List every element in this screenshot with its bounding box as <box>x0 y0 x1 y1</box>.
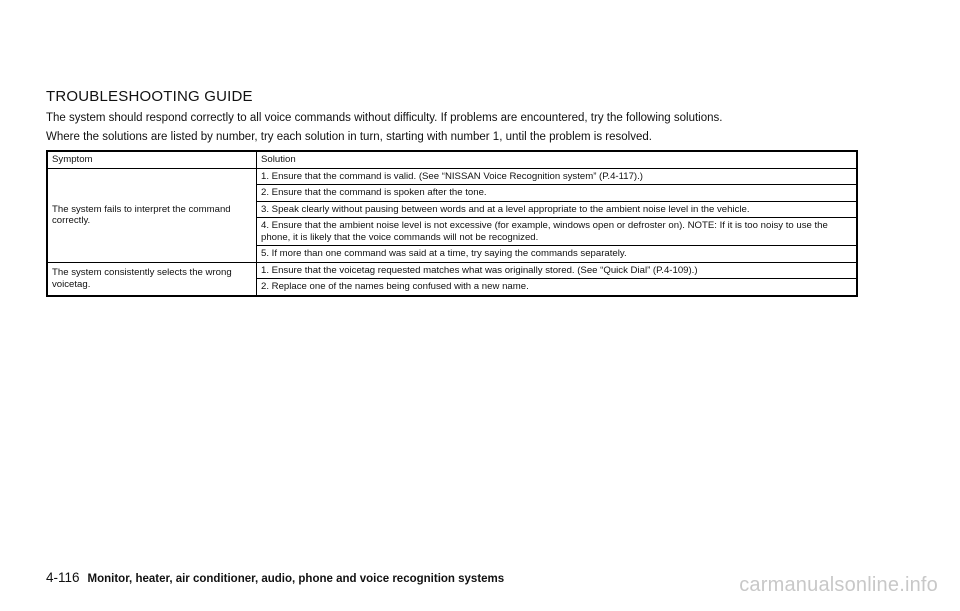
table-row <box>47 262 857 279</box>
header-symptom: Symptom <box>47 151 257 168</box>
page-footer <box>46 570 504 585</box>
solution-cell: 5. If more than one command was said at a time, try saying the commands separately. <box>257 246 858 263</box>
solution-cell: 3. Speak clearly without pausing between words and at a level appropriate to the ambient noise level in the vehicle. <box>257 201 858 218</box>
solution-cell: 4. Ensure that the ambient noise level is not excessive (for example, windows open or defroster on). NOTE: If it is too noisy to use the phone, it is likely that the voice commands will not be recognized. <box>257 218 858 246</box>
troubleshooting-table <box>46 150 858 297</box>
intro-paragraph-1: The system should respond correctly to all voice commands without difficulty. If problems are encountered, try the following solutions. <box>46 112 723 124</box>
section-heading: TROUBLESHOOTING GUIDE <box>46 88 253 105</box>
page-number: 4-116 <box>46 570 80 585</box>
solution-cell: 2. Replace one of the names being confused with a new name. <box>257 279 858 296</box>
symptom-cell: The system consistently selects the wrong voicetag. <box>47 262 257 296</box>
intro-paragraph-2: Where the solutions are listed by number, try each solution in turn, starting with number 1, until the problem is resolved. <box>46 131 652 143</box>
header-solution: Solution <box>257 151 858 168</box>
table-header-row <box>47 151 857 168</box>
chapter-title: Monitor, heater, air conditioner, audio, phone and voice recognition systems <box>87 573 505 585</box>
symptom-cell: The system fails to interpret the command correctly. <box>47 168 257 262</box>
solution-cell: 1. Ensure that the voicetag requested matches what was originally stored. (See “Quick Dial” (P.4-109).) <box>257 262 858 279</box>
solution-cell: 2. Ensure that the command is spoken after the tone. <box>257 185 858 202</box>
solution-cell: 1. Ensure that the command is valid. (See “NISSAN Voice Recognition system” (P.4-117).) <box>257 168 858 185</box>
table-row <box>47 168 857 185</box>
site-watermark: carmanualsonline.info <box>739 574 938 596</box>
